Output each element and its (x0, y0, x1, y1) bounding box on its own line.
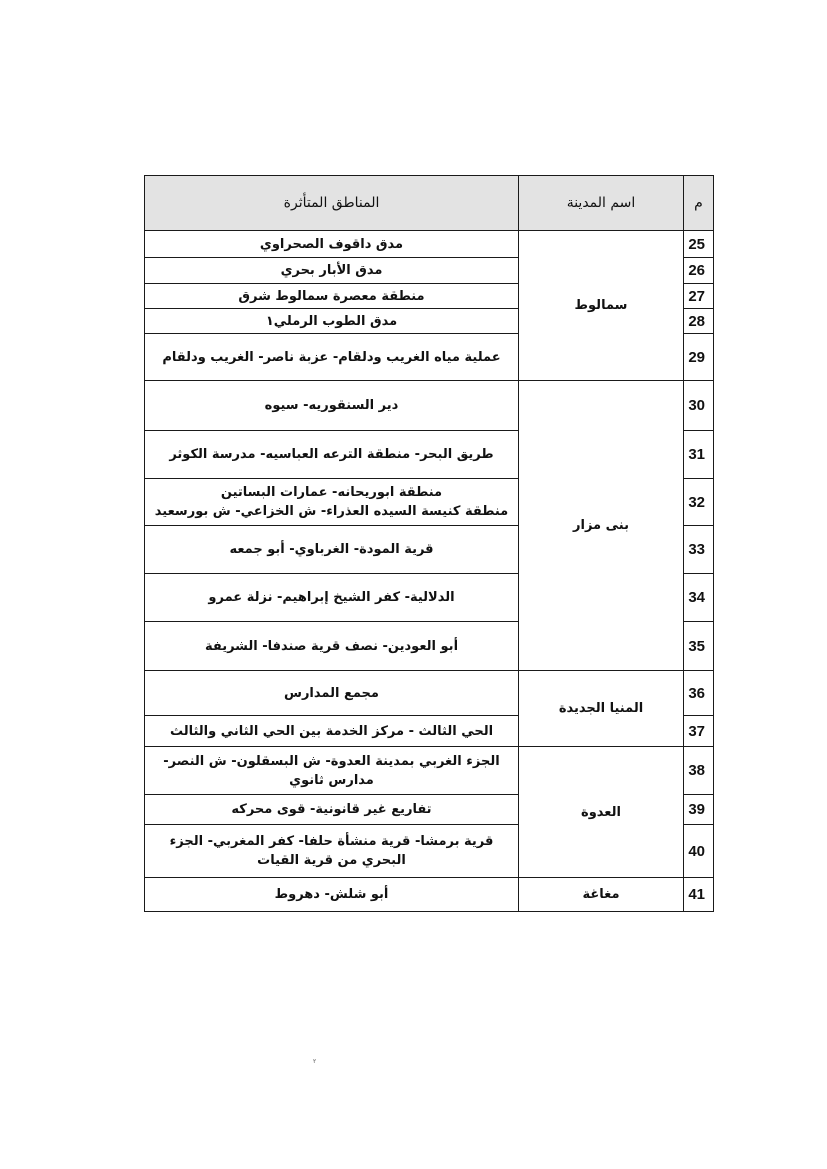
header-areas: المناطق المتأثرة (145, 176, 519, 231)
area-cell: أبو العودين- نصف قرية صندفا- الشريفة (145, 622, 519, 671)
row-number: 33 (684, 526, 714, 574)
area-cell: طريق البحر- منطقة الترعه العباسيه- مدرسة الكوثر (145, 431, 519, 479)
row-number: 26 (684, 258, 714, 284)
area-cell: الدلالية- كفر الشيخ إبراهيم- نزلة عمرو (145, 574, 519, 622)
city-cell: المنيا الجديدة (519, 671, 684, 747)
row-number: 28 (684, 309, 714, 334)
area-cell: مدق داقوف الصحراوي (145, 231, 519, 258)
row-number: 40 (684, 825, 714, 878)
header-number: م (684, 176, 714, 231)
city-cell: العدوة (519, 747, 684, 878)
table-row (145, 231, 714, 258)
city-cell: سمالوط (519, 231, 684, 381)
row-number: 41 (684, 878, 714, 912)
table-row (145, 747, 714, 795)
row-number: 31 (684, 431, 714, 479)
row-number: 38 (684, 747, 714, 795)
area-cell: منطقة معصرة سمالوط شرق (145, 284, 519, 309)
row-number: 37 (684, 716, 714, 747)
row-number: 25 (684, 231, 714, 258)
row-number: 32 (684, 479, 714, 526)
area-cell: مدق الطوب الرملي١ (145, 309, 519, 334)
row-number: 29 (684, 334, 714, 381)
table-header-row (145, 176, 714, 231)
header-city: اسم المدينة (519, 176, 684, 231)
area-cell: تفاريع غير قانونية- قوى محركه (145, 795, 519, 825)
table-row (145, 878, 714, 912)
area-cell: الحي الثالث - مركز الخدمة بين الحي الثاني والثالث (145, 716, 519, 747)
city-cell: مغاغة (519, 878, 684, 912)
area-cell: قرية برمشا- قرية منشأة حلفا- كفر المغربي- الجزء البحري من قرية القيات (145, 825, 519, 878)
page-number: ٢ (313, 1058, 317, 1065)
table-row (145, 381, 714, 431)
area-cell: منطقة ابوريحانه- عمارات البساتين منطقة كنيسة السيده العذراء- ش الخزاعي- ش بورسعيد (145, 479, 519, 526)
affected-areas-table (144, 175, 714, 912)
table-row (145, 671, 714, 716)
area-cell: الجزء الغربي بمدينة العدوة- ش البسقلون- ش النصر- مدارس ثانوي (145, 747, 519, 795)
area-cell: أبو شلش- دهروط (145, 878, 519, 912)
row-number: 27 (684, 284, 714, 309)
row-number: 36 (684, 671, 714, 716)
area-cell: عملية مياه الغريب ودلقام- عزبة ناصر- الغريب ودلقام (145, 334, 519, 381)
row-number: 35 (684, 622, 714, 671)
area-cell: مدق الأبار بحري (145, 258, 519, 284)
row-number: 30 (684, 381, 714, 431)
row-number: 39 (684, 795, 714, 825)
area-cell: مجمع المدارس (145, 671, 519, 716)
row-number: 34 (684, 574, 714, 622)
area-cell: قرية المودة- الغرباوي- أبو جمعه (145, 526, 519, 574)
city-cell: بنى مزار (519, 381, 684, 671)
area-cell: دير السنقوريه- سيوه (145, 381, 519, 431)
